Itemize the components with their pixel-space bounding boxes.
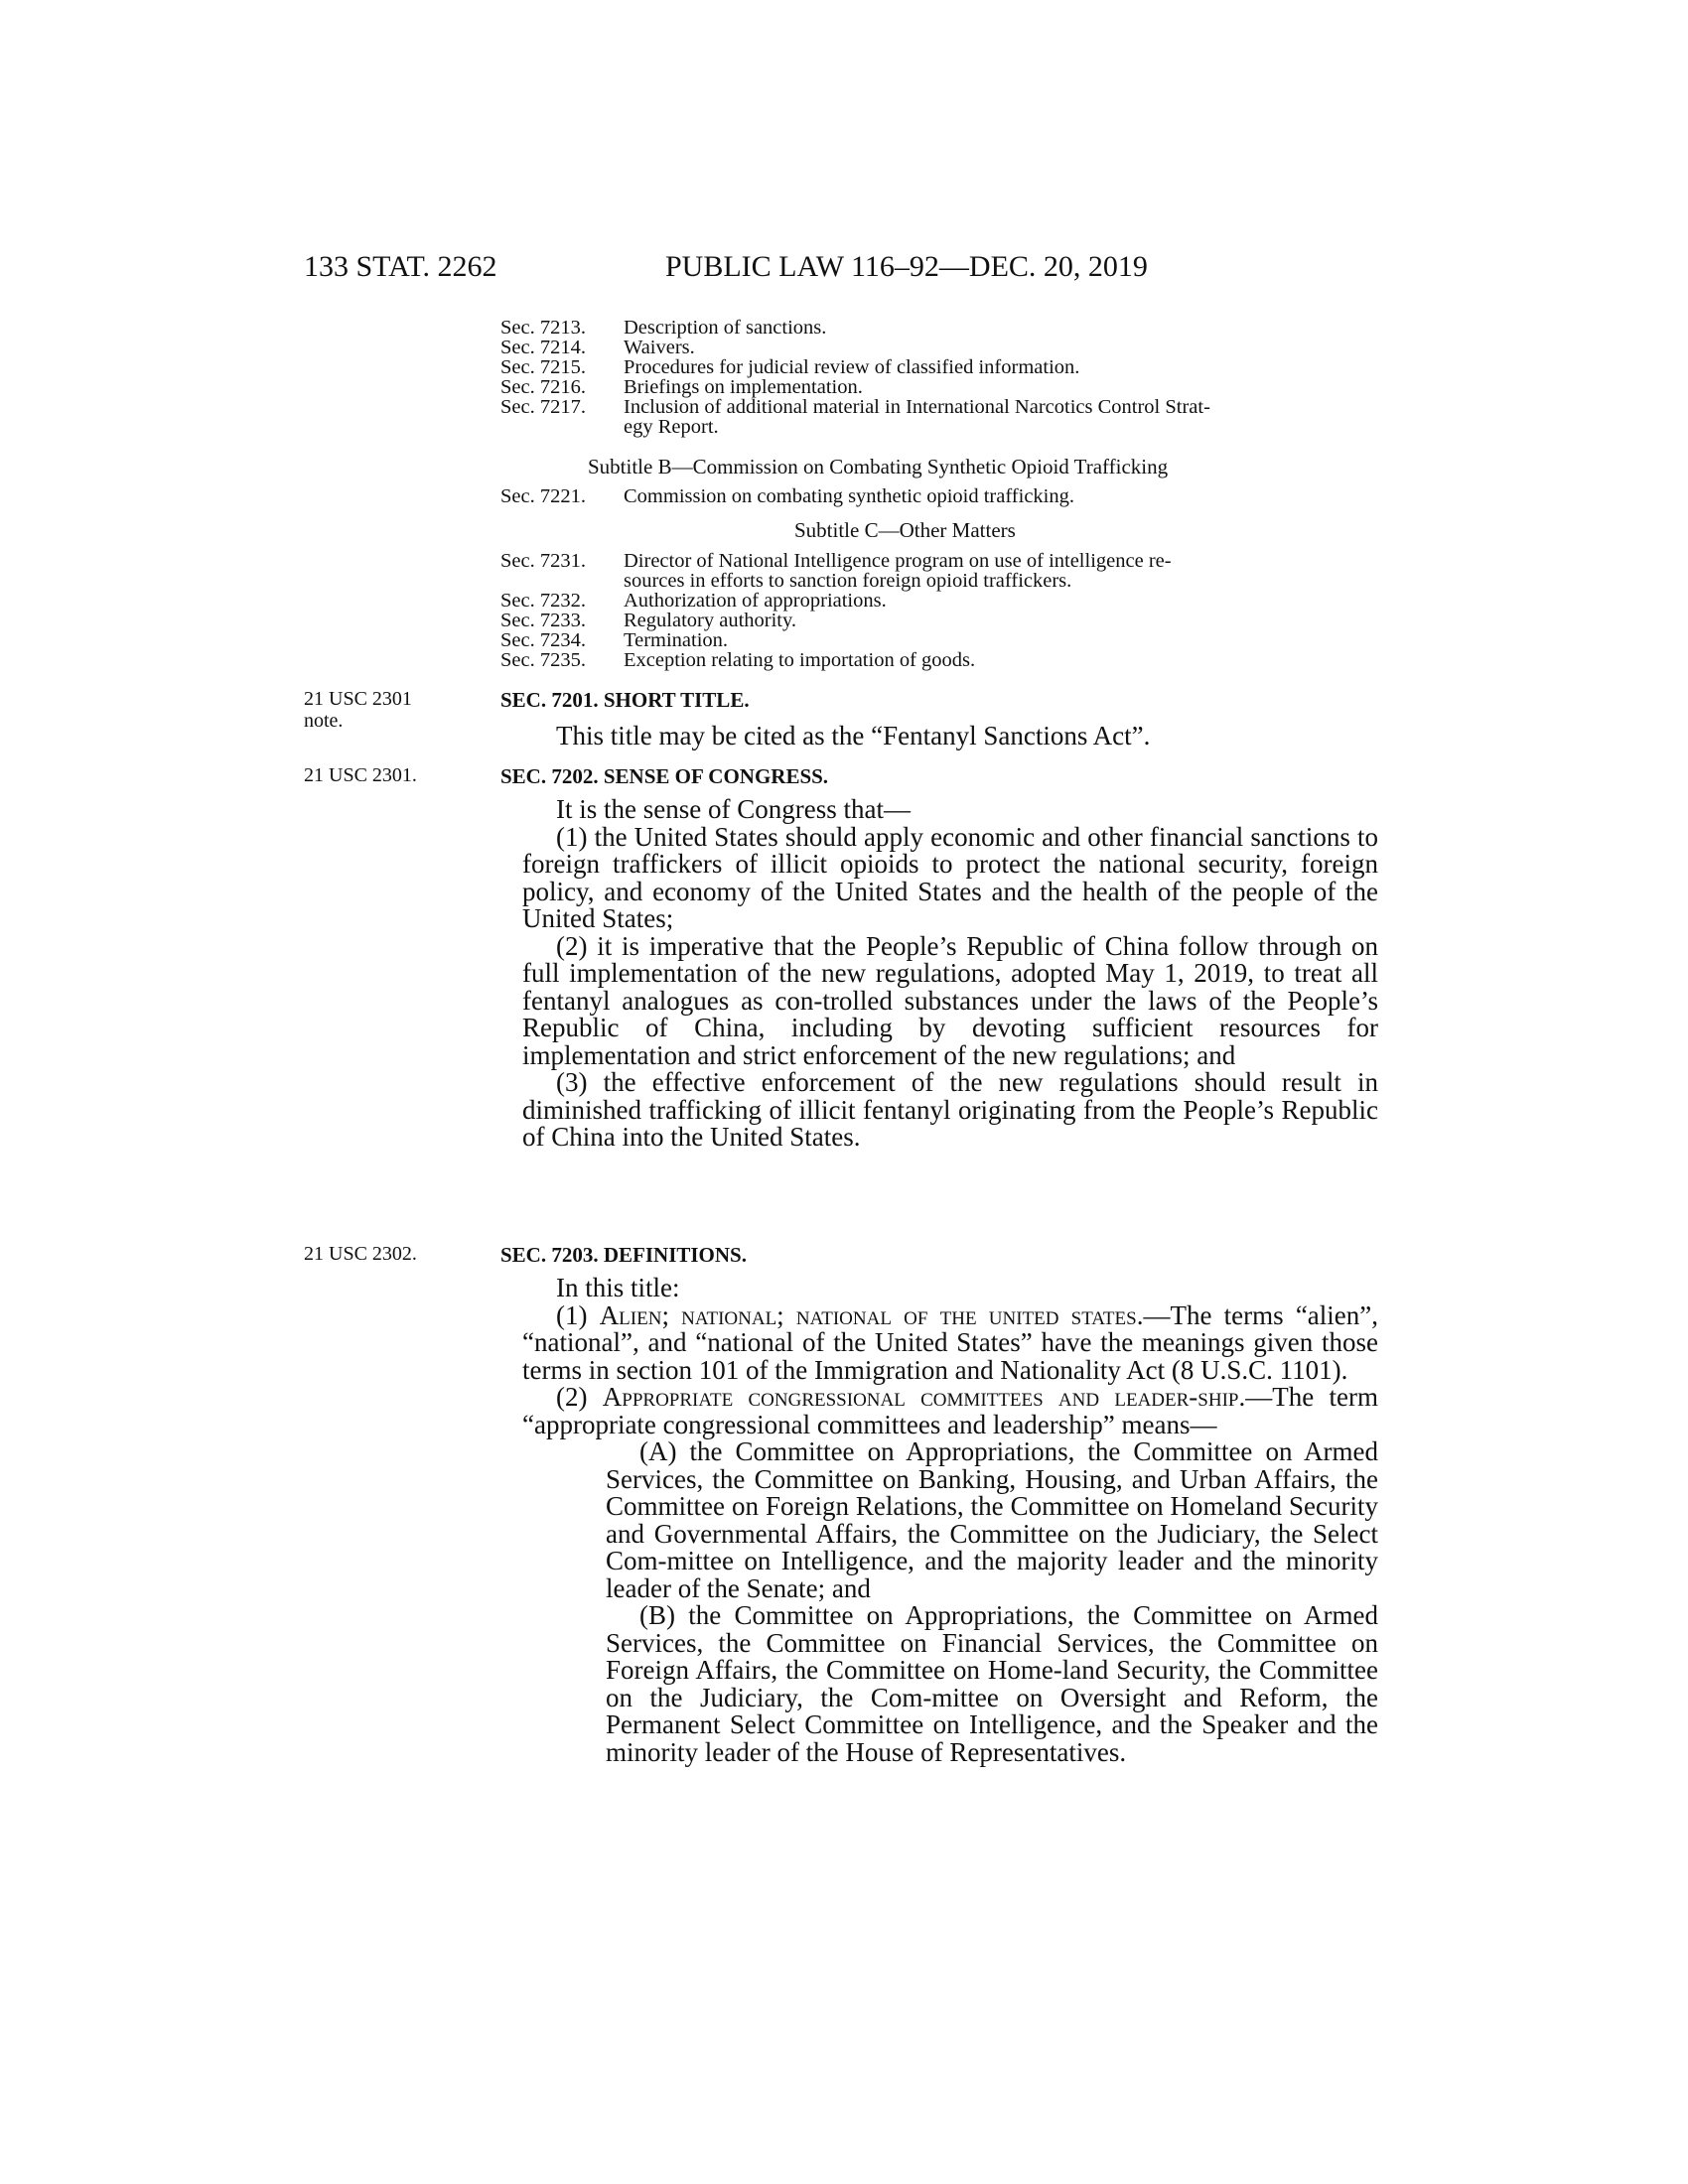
toc-entry [500, 377, 1374, 397]
toc-section-number: Sec. 7234. [500, 629, 586, 651]
toc-entry [500, 338, 1374, 357]
toc-section-title: Exception relating to importation of goods. [624, 649, 976, 671]
toc-section-number: Sec. 7215. [500, 356, 586, 378]
toc-section-number: Sec. 7217. [500, 396, 586, 418]
margin-note-7203: 21 USC 2302. [304, 1243, 417, 1265]
sense-paragraph-2: (2) it is imperative that the People’s Republic of China follow through on full implementation of the new regulations, adopted May 1, 2019, to treat all fentanyl analogues as con-trolled substances under the laws of the People’s Republic of China, including by devoting sufficient resources for implementation and strict enforcement of the new regulations; and [522, 930, 1378, 1070]
section-7202-heading: SEC. 7202. SENSE OF CONGRESS. [500, 764, 829, 788]
toc-list-a [500, 318, 1374, 437]
definition-1 [522, 1299, 1379, 1385]
definition-2-term: Appropriate congressional committees and leader-ship. [602, 1382, 1246, 1412]
page-stat-number: 133 STAT. 2262 [304, 250, 497, 283]
toc-section-number: Sec. 7235. [500, 649, 586, 671]
toc-section-title: Waivers. [624, 337, 695, 358]
toc-section-number: Sec. 7231. [500, 550, 586, 572]
toc-entry [500, 397, 1374, 437]
toc-section-number: Sec. 7232. [500, 590, 586, 612]
toc-list-b [500, 486, 1374, 506]
section-7203-heading: SEC. 7203. DEFINITIONS. [500, 1243, 747, 1267]
toc-entry [500, 486, 1374, 506]
toc-section-title: Director of National Intelligence program on use of intelligence re- sources in efforts to sanction foreign opioid traffickers. [624, 550, 1172, 592]
section-7203-intro: In this title: [556, 1273, 680, 1302]
toc-section-title: Termination. [624, 629, 729, 651]
subtitle-b-heading: Subtitle B—Commission on Combating Synthetic Opioid Trafficking [588, 455, 1169, 478]
page-running-title: PUBLIC LAW 116–92—DEC. 20, 2019 [665, 250, 1148, 283]
definition-2-subparagraph-a: (A) the Committee on Appropriations, the Committee on Armed Services, the Committee on Banking, Housing, and Urban Affairs, the Committee on Foreign Relations, the Committee on Homeland Security and Governmental Affairs, the Committee on the Judiciary, the Select Com-mittee on Intelligence, and the majority leader and the minority leader of the Senate; and [606, 1436, 1378, 1603]
section-7202-intro: It is the sense of Congress that— [556, 794, 911, 824]
section-7203-body [522, 1273, 1379, 1767]
sense-paragraph-1: (1) the United States should apply economic and other financial sanctions to foreign traffickers of illicit opioids to protect the national security, foreign policy, and economy of the United States and the health of the people of the United States; [522, 821, 1378, 933]
definition-1-term: Alien; national; national of the united states. [599, 1299, 1144, 1330]
definition-1-text: —The terms “alien”, “national”, and “national of the United States” have the meanings given those terms in section 101 of the Immigration and Nationality Act (8 U.S.C. 1101). [522, 1299, 1379, 1385]
toc-section-number: Sec. 7214. [500, 337, 586, 358]
subtitle-c-heading: Subtitle C—Other Matters [794, 518, 1016, 542]
toc-section-title: Briefings on implementation. [624, 376, 863, 398]
definition-2-number: (2) [556, 1382, 588, 1412]
toc-section-title: Inclusion of additional material in International Narcotics Control Strat- egy Report. [624, 396, 1210, 438]
margin-note-7201: 21 USC 2301 note. [304, 688, 412, 732]
toc-section-number: Sec. 7216. [500, 376, 586, 398]
toc-entry [500, 357, 1374, 377]
toc-section-title: Commission on combating synthetic opioid trafficking. [624, 485, 1074, 507]
definition-2-text: —The term “appropriate congressional committees and leadership” means— [522, 1382, 1378, 1439]
toc-entry [500, 318, 1374, 338]
toc-entry [500, 611, 1374, 630]
toc-section-title: Authorization of appropriations. [624, 590, 887, 612]
toc-entry [500, 591, 1374, 611]
toc-section-number: Sec. 7213. [500, 317, 586, 339]
toc-section-number: Sec. 7221. [500, 485, 586, 507]
toc-entry [500, 630, 1374, 650]
section-7202-body [522, 794, 1378, 1152]
toc-section-number: Sec. 7233. [500, 610, 586, 631]
definition-2-subparagraph-b: (B) the Committee on Appropriations, the Committee on Armed Services, the Committee on Financial Services, the Committee on Foreign Affairs, the Committee on Home-land Security, the Committee on the Judiciary, the Com-mittee on Oversight and Reform, the Permanent Select Committee on Intelligence, and the Speaker and the minority leader of the House of Representatives. [606, 1600, 1378, 1767]
toc-entry [500, 650, 1374, 670]
toc-entry [500, 551, 1374, 591]
section-7201-text: This title may be cited as the “Fentanyl Sanctions Act”. [556, 721, 1151, 751]
margin-note-7202: 21 USC 2301. [304, 764, 417, 786]
section-7201-heading: SEC. 7201. SHORT TITLE. [500, 688, 750, 712]
toc-section-title: Regulatory authority. [624, 610, 797, 631]
definition-1-number: (1) [556, 1299, 588, 1330]
definition-2 [522, 1384, 1378, 1438]
toc-list-c [500, 551, 1374, 670]
toc-section-title: Description of sanctions. [624, 317, 827, 339]
sense-paragraph-3: (3) the effective enforcement of the new regulations should result in diminished trafficking of illicit fentanyl originating from the People’s Republic of China into the United States. [522, 1067, 1378, 1152]
toc-section-title: Procedures for judicial review of classified information. [624, 356, 1080, 378]
